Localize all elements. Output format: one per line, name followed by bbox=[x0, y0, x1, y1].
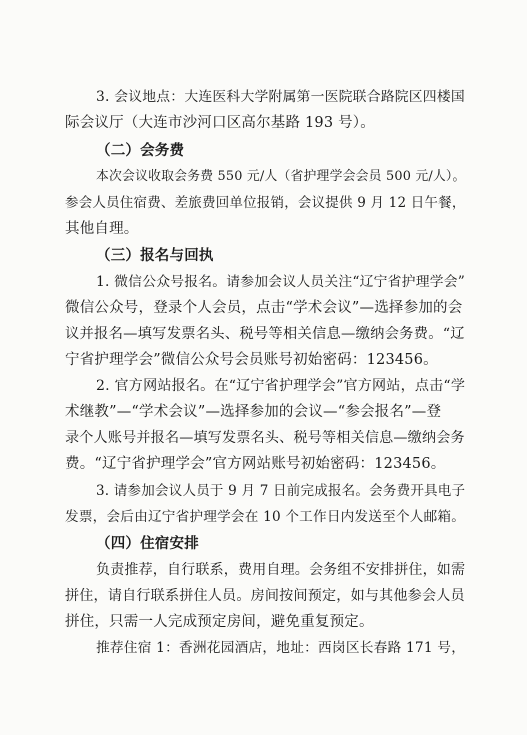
fee-line-1: 本次会议收取会务费 550 元/人（省护理学会会员 500 元/人）。 bbox=[96, 169, 466, 184]
deadline-line-2: 发票，会后由辽宁省护理学会在 10 个工作日内发送至个人邮箱。 bbox=[65, 509, 466, 525]
wechat-line-2: 微信公众号，登录个人会员，点击“学术会议”—选择参加的会 bbox=[65, 300, 463, 316]
venue-line-1: 3. 会议地点：大连医科大学附属第一医院联合路院区四楼国 bbox=[96, 89, 465, 105]
section-heading-fee: （二）会务费 bbox=[96, 142, 185, 159]
website-line-2: 术继教”—“学术会议”—选择参加的会议—“参会报名”—登 bbox=[65, 404, 442, 420]
wechat-line-4: 宁省护理学会”微信公众号会员账号初始密码：123456。 bbox=[65, 352, 438, 368]
hotel-recommendation-line: 推荐住宿 1：香洲花园酒店，地址：西岗区长春路 171 号， bbox=[96, 640, 466, 656]
wechat-line-1: 1. 微信公众号报名。请参加会议人员关注“辽宁省护理学会” bbox=[96, 274, 465, 290]
section-heading-registration: （三）报名与回执 bbox=[96, 247, 214, 264]
fee-line-3: 其他自理。 bbox=[65, 221, 139, 237]
accommodation-line-1: 负责推荐，自行联系，费用自理。会务组不安排拼住，如需 bbox=[96, 562, 466, 578]
website-line-3: 录个人账号并报名—填写发票名头、税号等相关信息—缴纳会务 bbox=[65, 430, 465, 446]
website-line-1: 2. 官方网站报名。在“辽宁省护理学会”官方网站，点击“学 bbox=[96, 378, 466, 394]
deadline-line-1: 3. 请参加会议人员于 9 月 7 日前完成报名。会务费开具电子 bbox=[96, 483, 466, 499]
accommodation-line-2: 拼住，请自行联系拼住人员。房间按间预定，如与其他参会人员 bbox=[65, 588, 465, 604]
section-heading-accommodation: （四）住宿安排 bbox=[96, 535, 199, 552]
venue-line-2: 际会议厅（大连市沙河口区高尔基路 193 号）。 bbox=[65, 115, 375, 131]
fee-line-2: 参会人员住宿费、差旅费回单位报销，会议提供 9 月 12 日午餐， bbox=[65, 195, 466, 211]
wechat-line-3: 议并报名—填写发票名头、税号等相关信息—缴纳会务费。“辽 bbox=[65, 326, 465, 342]
website-line-4: 费。“辽宁省护理学会”官方网站账号初始密码：123456。 bbox=[65, 456, 446, 472]
accommodation-line-3: 拼住，只需一人完成预定房间，避免重复预定。 bbox=[65, 614, 374, 630]
